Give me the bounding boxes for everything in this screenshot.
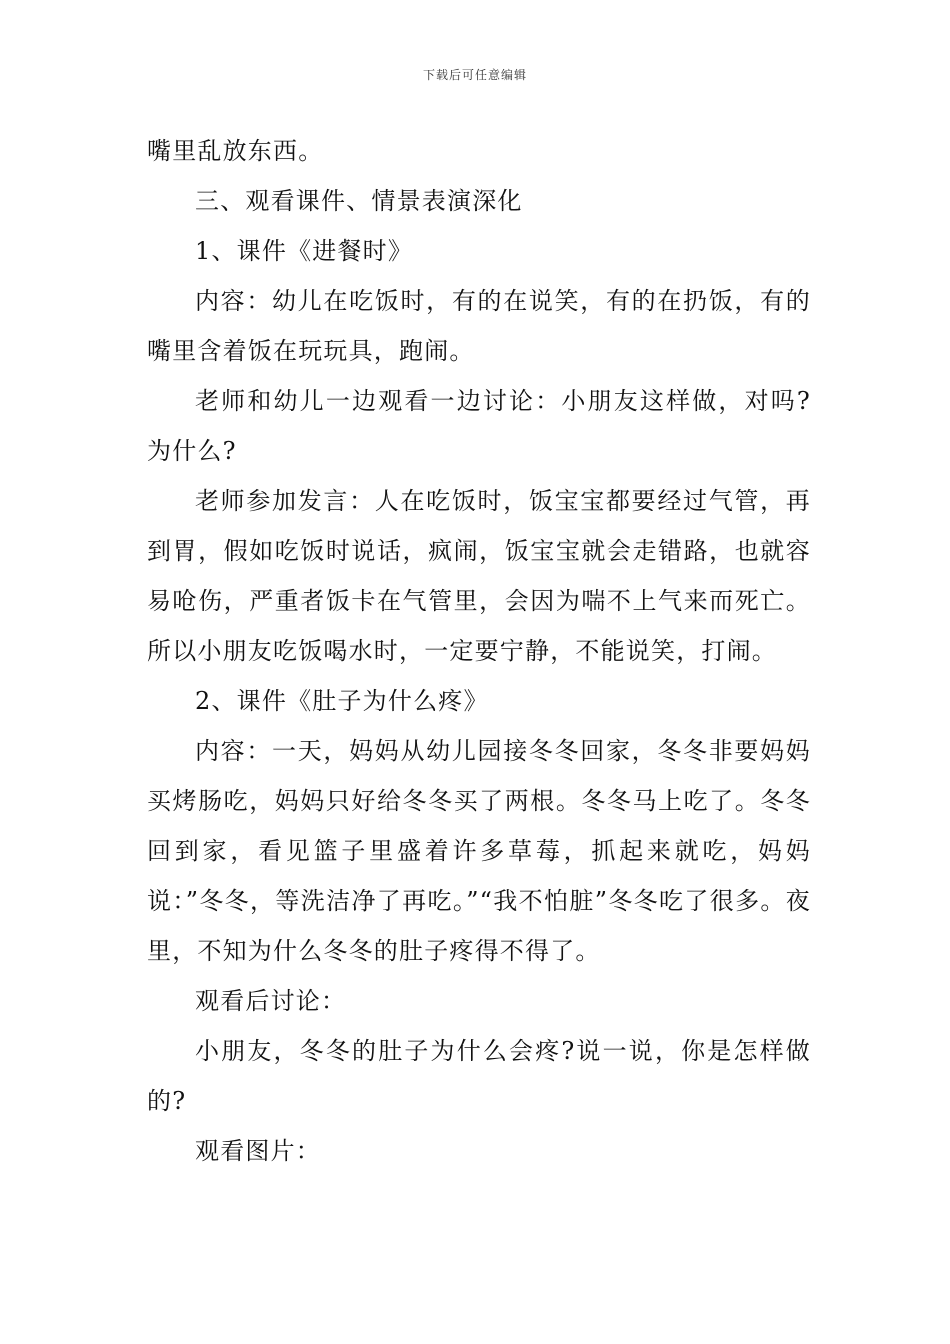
paragraph: 内容：幼儿在吃饭时，有的在说笑，有的在扔饭，有的嘴里含着饭在玩玩具，跑闹。 bbox=[147, 287, 811, 365]
paragraph: 观看后讨论： bbox=[195, 987, 347, 1015]
paragraph: 嘴里乱放东西。 bbox=[147, 137, 324, 165]
paragraph: 老师参加发言：人在吃饭时，饭宝宝都要经过气管，再到胃，假如吃饭时说话，疯闹，饭宝宝就会走错路，也就容易呛伤，严重者饭卡在气管里，会因为喘不上气来而死亡。所以小朋友吃饭喝水时，一定要宁静，不能说笑，打闹。 bbox=[147, 487, 811, 665]
document-body bbox=[147, 126, 811, 1176]
header-note: 下载后可任意编辑 bbox=[422, 68, 527, 82]
subsection-heading: 2、课件《肚子为什么疼》 bbox=[195, 687, 489, 715]
section-heading: 三、观看课件、情景表演深化 bbox=[195, 187, 523, 215]
paragraph: 老师和幼儿一边观看一边讨论：小朋友这样做，对吗?为什么? bbox=[147, 387, 811, 465]
subsection-heading: 1、课件《进餐时》 bbox=[195, 237, 414, 265]
paragraph: 内容：一天，妈妈从幼儿园接冬冬回家，冬冬非要妈妈买烤肠吃，妈妈只好给冬冬买了两根。冬冬马上吃了。冬冬回到家，看见篮子里盛着许多草莓，抓起来就吃，妈妈说：”冬冬，等洗洁净了再吃。”“我不怕脏”冬冬吃了很多。夜里，不知为什么冬冬的肚子疼得不得了。 bbox=[147, 737, 811, 965]
paragraph: 观看图片： bbox=[195, 1137, 321, 1165]
paragraph: 小朋友，冬冬的肚子为什么会疼?说一说，你是怎样做的? bbox=[147, 1037, 811, 1115]
